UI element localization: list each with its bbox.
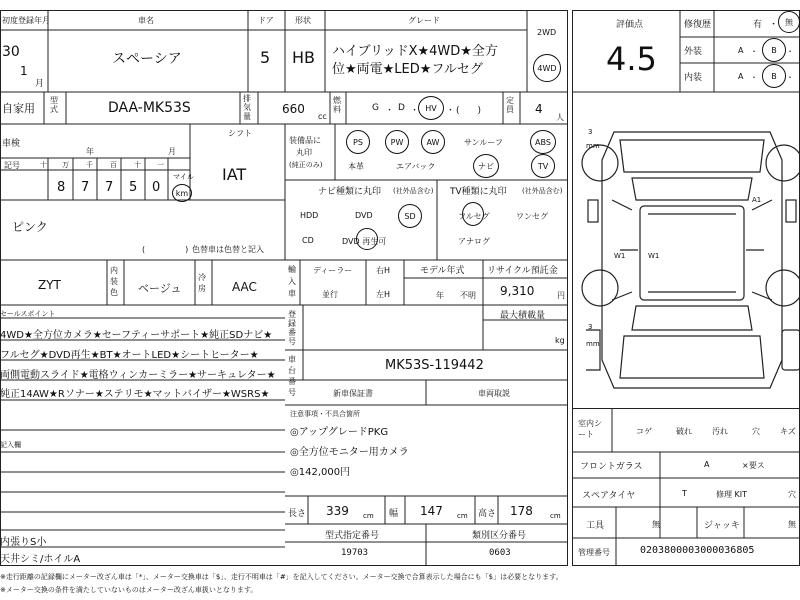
first-registration-label: 初度登録年月 — [2, 16, 50, 25]
warranty-book: 新車保証書 — [333, 389, 373, 398]
sales-point-line-4: 純正14AW★Rソナー★ステリモ★マットバイザー★WSRS★ — [0, 389, 270, 400]
recycle-label: リサイクル預託金 — [487, 266, 558, 276]
color-code: ZYT — [38, 278, 61, 292]
tv-analog: アナログ — [458, 237, 490, 246]
interior-seat-label: 室内シート — [578, 419, 602, 439]
score-label: 評価点 — [616, 20, 644, 30]
equip-sunroof: サンルーフ — [464, 138, 503, 147]
max-load-unit: kg — [555, 336, 565, 345]
grade-line-2: 位★両電★LED★フルセグ — [332, 62, 483, 77]
equip-leather: 本革 — [348, 162, 364, 171]
management-number-label: 管理番号 — [578, 548, 610, 557]
mileage-unit-6: 一 — [157, 161, 164, 169]
height-unit: cm — [550, 512, 561, 520]
attention-label: 注意事項・不具合箇所 — [290, 410, 360, 418]
exterior-dot-2: ・ — [786, 47, 794, 56]
shift-value: IAT — [222, 165, 247, 184]
seat-burn: コゲ — [636, 427, 652, 436]
spare-hole: 穴 — [788, 490, 796, 499]
inspection-month: 月 — [168, 147, 176, 156]
fuel-dot-3: ・ — [446, 106, 456, 116]
fuel-gasoline: G — [372, 103, 379, 113]
fuel-diesel: D — [398, 103, 405, 113]
width-value: 147 — [420, 504, 443, 518]
shift-label: シフト — [228, 129, 252, 138]
length-value: 339 — [326, 504, 349, 518]
class-number-value: 0603 — [489, 548, 511, 558]
tv-type-sub: (社外品含む) — [522, 187, 563, 195]
repair-no-circled: 無 — [778, 11, 800, 33]
grade-label: グレード — [408, 16, 440, 25]
jack-label: ジャッキ — [704, 521, 740, 531]
tools-label: 工具 — [586, 521, 605, 531]
displacement-label: 排気量 — [243, 94, 251, 121]
model-label: 型式 — [50, 96, 58, 114]
tv-type-title: TV種類に丸印 — [450, 187, 507, 197]
import-label: 輸入車 — [288, 265, 296, 298]
footer-note-2: ※メーター交換の条件を満たしていないものはメーター改ざん車扱いとなります。 — [0, 586, 258, 594]
drive-2wd: 2WD — [537, 28, 557, 37]
capacity-value: 4 — [535, 102, 543, 116]
length-label: 長さ — [288, 509, 307, 519]
interior-color-label: 内装色 — [110, 266, 118, 297]
model-year-unknown: 不明 — [460, 291, 476, 300]
usage-value: 自家用 — [2, 102, 35, 115]
footer-note-1: ※走行距離の記録欄にメーター改ざん車は「*」、メーター交換車は「$」、走行不明車は「#」を記入してください。メーター交換で合算表示した場合にも「$」は必要となります。 — [0, 573, 563, 581]
mileage-mark-label: 記号 — [4, 161, 20, 170]
jack-value: 無 — [788, 520, 796, 529]
manual-book: 車両取説 — [478, 389, 510, 398]
length-unit: cm — [363, 512, 374, 520]
body-label: 形状 — [295, 16, 311, 25]
damage-a1-label: A1 — [752, 196, 762, 204]
first-registration-month: 1 — [20, 64, 28, 78]
nav-hdd: HDD — [300, 211, 319, 220]
seat-tear: 破れ — [676, 427, 692, 436]
width-label: 幅 — [389, 509, 399, 519]
nav-dvd-playback-circle — [356, 228, 378, 250]
fuel-dot-1: ・ — [385, 106, 395, 116]
mileage-unit-5: 十 — [134, 161, 141, 169]
cc-unit: cc — [318, 112, 327, 121]
ac-value: AAC — [232, 280, 257, 294]
mm-top-left: mm — [586, 142, 600, 150]
interior-dot-1: ・ — [750, 73, 758, 82]
sales-point-line-3: 両側電動スライド★電格ウィンカーミラー★サーキュレター★ — [0, 370, 276, 381]
mileage-unit-4: 百 — [110, 161, 117, 169]
mileage-digit-2: 7 — [81, 180, 90, 195]
windshield-label: フロントガラス — [580, 462, 643, 472]
bracket-top-left: 3 — [588, 128, 593, 136]
drive-4wd-circled: 4WD — [533, 54, 561, 82]
interior-dot-2: ・ — [786, 73, 794, 82]
fuel-label: 燃料 — [333, 96, 341, 114]
first-registration-year: 30 — [2, 44, 20, 60]
seat-hole: 穴 — [752, 427, 760, 436]
height-value: 178 — [510, 504, 533, 518]
tools-value: 無 — [652, 520, 660, 529]
model-year-label: モデル年式 — [420, 266, 465, 276]
month-unit: 月 — [35, 79, 45, 89]
equipment-label-2: 丸印 — [296, 148, 312, 157]
seat-stain: 汚れ — [712, 427, 728, 436]
sales-point-line-2: フルセグ★DVD再生★BT★オートLED★シートヒーター★ — [0, 350, 259, 361]
windshield-a: A — [704, 460, 710, 469]
spare-repair-kit: 修理 KIT — [716, 490, 748, 499]
exterior-label: 外装 — [684, 47, 703, 57]
car-name: スペーシア — [112, 51, 182, 67]
chassis-label: 車台番号 — [288, 355, 296, 397]
doors-label: ドア — [258, 16, 274, 25]
type-number-value: 19703 — [341, 548, 369, 558]
damage-w1-center-label: W1 — [648, 252, 660, 260]
interior-color-value: ベージュ — [138, 282, 182, 295]
km-unit-circled: km — [172, 184, 192, 202]
score-value: 4.5 — [606, 40, 657, 78]
notes-left-line-1: 内張りS小 — [0, 537, 47, 548]
fuel-hv-circled: HV — [418, 96, 444, 120]
attention-line-3: ◎142,000円 — [290, 467, 351, 478]
capacity-label: 定員 — [506, 96, 514, 114]
interior-label: 内装 — [684, 73, 703, 83]
spare-tire-label: スペアタイヤ — [582, 491, 636, 501]
equip-tv-circled: TV — [531, 154, 555, 178]
tv-fullseg-circle — [462, 202, 484, 226]
doors-value: 5 — [260, 48, 271, 67]
exterior-a: A — [738, 46, 744, 55]
class-number-label: 類別区分番号 — [472, 531, 527, 541]
equip-ps-circled: PS — [346, 130, 370, 154]
inspection-label: 車検 — [2, 139, 21, 149]
nav-sd-circled: SD — [398, 204, 422, 228]
notes-left-label: 記入欄 — [0, 441, 21, 449]
equip-pw-circled: PW — [385, 130, 409, 154]
mileage-digit-4: 5 — [129, 180, 138, 195]
notes-left-line-2: 天井シミ/ホイルA — [0, 554, 81, 565]
damage-w1-left-label: W1 — [614, 252, 626, 260]
recycle-unit: 円 — [557, 291, 565, 300]
import-dealer: ディーラー — [313, 266, 353, 275]
color-change-note: 色替車は色替と記入 — [192, 245, 264, 254]
chassis-value: MK53S-119442 — [385, 358, 484, 373]
model-year-y: 年 — [436, 291, 444, 300]
nav-type-title: ナビ種類に丸印 — [318, 187, 382, 197]
windshield-need: ×要ス — [742, 461, 765, 470]
grade-line-1: ハイブリッドX★4WD★全方 — [332, 44, 498, 59]
car-name-label: 車名 — [138, 16, 154, 25]
management-number-value: 0203800003000036805 — [640, 545, 755, 556]
nav-type-sub: (社外品含む) — [393, 187, 434, 195]
import-right-hand: 右H — [376, 266, 391, 275]
sales-point-line-1: 4WD★全方位カメラ★セーフティーサポート★純正SDナビ★ — [0, 330, 273, 341]
repair-history-label: 修復歴 — [684, 20, 712, 30]
displacement-value: 660 — [282, 102, 305, 116]
attention-line-1: ◎アップグレードPKG — [290, 427, 389, 438]
nav-dvd-playback: DVD 再生可 — [342, 237, 387, 246]
interior-a: A — [738, 72, 744, 81]
ac-label: 冷房 — [198, 273, 206, 293]
equip-navi-circled: ナビ — [473, 154, 499, 178]
mileage-digit-1: 8 — [57, 180, 66, 195]
exterior-dot-1: ・ — [750, 47, 758, 56]
registration-label: 登録番号 — [288, 310, 296, 346]
capacity-unit: 人 — [556, 113, 564, 122]
spare-t: T — [682, 489, 687, 498]
bracket-bottom-left: 3 — [588, 323, 593, 331]
mile-unit: マイル — [173, 173, 194, 181]
nav-cd: CD — [302, 236, 314, 245]
max-load-label: 最大積載量 — [500, 311, 546, 321]
type-number-label: 型式指定番号 — [325, 531, 380, 541]
equipment-label-3: (純正のみ) — [289, 161, 323, 169]
mm-bottom-left: mm — [586, 340, 600, 348]
model-value: DAA-MK53S — [108, 100, 191, 116]
mileage-unit-3: 千 — [86, 161, 93, 169]
attention-line-2: ◎全方位モニター用カメラ — [290, 447, 409, 458]
exterior-b-circled: B — [762, 38, 786, 62]
width-unit: cm — [457, 512, 468, 520]
mileage-digit-3: 7 — [105, 180, 114, 195]
sales-point-label: セールスポイント — [0, 310, 56, 318]
tv-oneseg: ワンセグ — [516, 212, 548, 221]
fuel-dot-2: ・ — [410, 106, 420, 116]
equip-abs-circled: ABS — [530, 130, 556, 154]
body-value: HB — [292, 48, 316, 67]
mileage-unit-2: 万 — [62, 161, 69, 169]
mileage-unit-1: 十 — [40, 161, 47, 169]
mileage-digit-5: 0 — [152, 180, 161, 195]
color-value: ピンク — [12, 220, 48, 234]
recycle-value: 9,310 — [500, 284, 535, 298]
equip-aw-circled: AW — [421, 130, 445, 154]
repair-yes: 有 — [753, 20, 763, 30]
color-change-paren: ( ) — [142, 245, 189, 254]
import-parallel: 並行 — [322, 290, 338, 299]
fuel-other: ( ) — [456, 106, 482, 116]
equipment-label-1: 装備品に — [289, 136, 321, 145]
equip-airbag: エアバック — [396, 162, 436, 171]
seat-scratch: キズ — [780, 427, 796, 436]
repair-dot: ・ — [769, 20, 779, 30]
import-left-hand: 左H — [376, 290, 391, 299]
height-label: 高さ — [478, 509, 497, 519]
nav-dvd: DVD — [355, 211, 373, 220]
interior-b-circled: B — [762, 64, 786, 88]
tv-fullseg: フルセグ — [458, 212, 490, 221]
inspection-year: 年 — [86, 147, 94, 156]
